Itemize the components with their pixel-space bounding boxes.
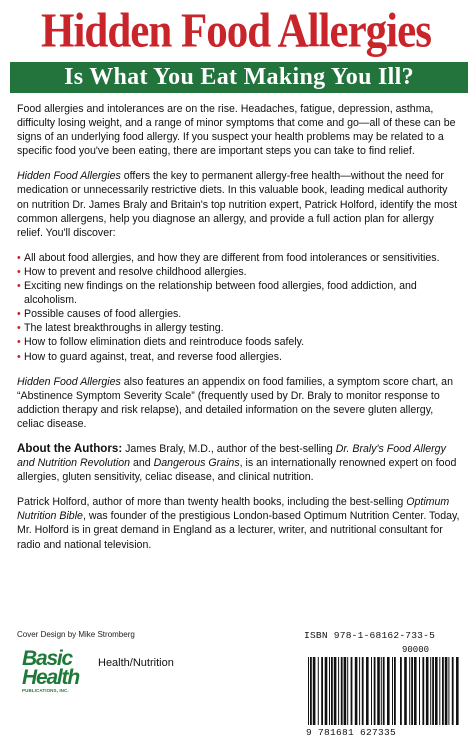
logo-word-health: Health (22, 666, 79, 689)
barcode-bar (334, 657, 337, 725)
logo-publications: PUBLICATIONS, INC. (22, 688, 69, 693)
back-cover-description (17, 102, 461, 563)
offer-paragraph: Hidden Food Allergies offers the key to permanent allergy-free health—without the need for medication or unnecessarily restrictive diets. In this valuable book, leading medical authority on nutrition Dr. James Braly and Britain's top nutrition expert, Patrick Holford, identify the most common allergens, help you diagnose an allergy, and provide a full action plan for allergy relief. You'll discover: (17, 170, 458, 239)
list-item: • The latest breakthroughs in allergy testing. (17, 321, 461, 335)
barcode-bar (404, 657, 407, 725)
price-code: 90000 (402, 645, 430, 655)
barcode (300, 643, 465, 740)
list-item: • Exciting new findings on the relationship between food allergies, food addiction, and alcoholism. (17, 279, 461, 307)
cover-design-credit: Cover Design by Mike Stromberg (17, 630, 135, 639)
barcode-bar (308, 657, 309, 725)
barcode-bar (366, 657, 369, 725)
barcode-bar (383, 657, 385, 725)
barcode-bar (310, 657, 312, 725)
barcode-digits: 9 781681 627335 (306, 727, 397, 738)
barcode-bar (432, 657, 434, 725)
barcode-bar (411, 657, 413, 725)
publisher-logo (22, 649, 80, 697)
barcode-bar (318, 657, 319, 725)
barcode-bar (394, 657, 396, 725)
barcode-bar (351, 657, 353, 725)
barcode-bar (442, 657, 444, 725)
barcode-bar (419, 657, 420, 725)
barcode-bar (341, 657, 343, 725)
logo-word-basic: Basic (22, 647, 73, 670)
barcode-bar (313, 657, 316, 725)
barcode-graphic (300, 643, 465, 740)
barcode-bar (414, 657, 417, 725)
barcode-bar (374, 657, 376, 725)
barcode-bar (435, 657, 438, 725)
book-title-inline: Hidden Food Allergies (17, 170, 121, 183)
list-item: • How to prevent and resolve childhood allergies. (17, 265, 461, 279)
barcode-bar (448, 657, 449, 725)
barcode-bar (409, 657, 410, 725)
barcode-bar (321, 657, 323, 725)
barcode-bar (452, 657, 454, 725)
appendix-paragraph: Hidden Food Allergies also features an appendix on food families, a symptom score chart, an “Abstinence Symptom Severity Scale” (frequently used by Dr. Braly to monitor response to addiction therapy and risk relapse), and detailed information on the severe gluten allergy, celiac disease. (17, 375, 453, 430)
barcode-bar (377, 657, 380, 725)
list-item: • All about food allergies, and how they are different from food intolerances or sensitivities. (17, 251, 461, 265)
list-item: • Possible causes of food allergies. (17, 307, 461, 321)
about-authors-heading: About the Authors: (17, 441, 123, 455)
barcode-bar (426, 657, 429, 725)
book-title-inline: Hidden Food Allergies (17, 375, 121, 388)
subtitle-banner (10, 62, 468, 93)
barcode-bar (331, 657, 333, 725)
barcode-bar (371, 657, 372, 725)
holford-paragraph: Patrick Holford, author of more than twenty health books, including the best-selling Optimum Nutrition Bible, was founder of the prestigious London-based Optimum Nutrition Center. Today, Mr. Holford is in great demand in England as a lecturer, writer, and nutritional consultant for radio and national television. (17, 496, 460, 551)
intro-paragraph: Food allergies and intolerances are on the rise. Headaches, fatigue, depression, asthma, difficulty losing weight, and a range of minor symptoms that come and go—all of these can be signs of an underlying food allergy. If you suspect your health problems may be related to a specific food you've been eating, there are important steps you can take to find relief. (17, 103, 456, 158)
isbn-text: ISBN 978-1-68162-733-5 (304, 630, 436, 641)
barcode-bar (338, 657, 339, 725)
barcode-bar (359, 657, 360, 725)
category-label: Health/Nutrition (98, 657, 174, 669)
list-item: • How to guard against, treat, and reverse food allergies. (17, 350, 461, 364)
barcode-bar (445, 657, 448, 725)
barcode-bar (387, 657, 390, 725)
barcode-bar (392, 657, 393, 725)
barcode-bar (325, 657, 328, 725)
subtitle-text: Is What You Eat Making You Ill? (64, 64, 414, 90)
barcode-bar (430, 657, 431, 725)
barcode-bar (355, 657, 358, 725)
barcode-bar (439, 657, 440, 725)
barcode-bar (347, 657, 348, 725)
barcode-bar (344, 657, 347, 725)
barcode-bar (329, 657, 330, 725)
about-authors-paragraph: About the Authors: James Braly, M.D., author of the best-selling Dr. Braly's Food Allergy and Nutrition Revolution and Dangerous Grains, is an internationally renowned expert on food allergies, gluten sensitivity, celiac disease, and clinical nutrition. (17, 441, 457, 484)
barcode-bar (362, 657, 364, 725)
barcode-bar (422, 657, 424, 725)
list-item: • How to follow elimination diets and reintroduce foods safely. (17, 335, 461, 349)
barcode-bar (456, 657, 459, 725)
barcode-bar (381, 657, 382, 725)
discover-list (17, 251, 461, 364)
barcode-bar (400, 657, 402, 725)
book-title: Hidden Food Allergies (41, 5, 431, 58)
